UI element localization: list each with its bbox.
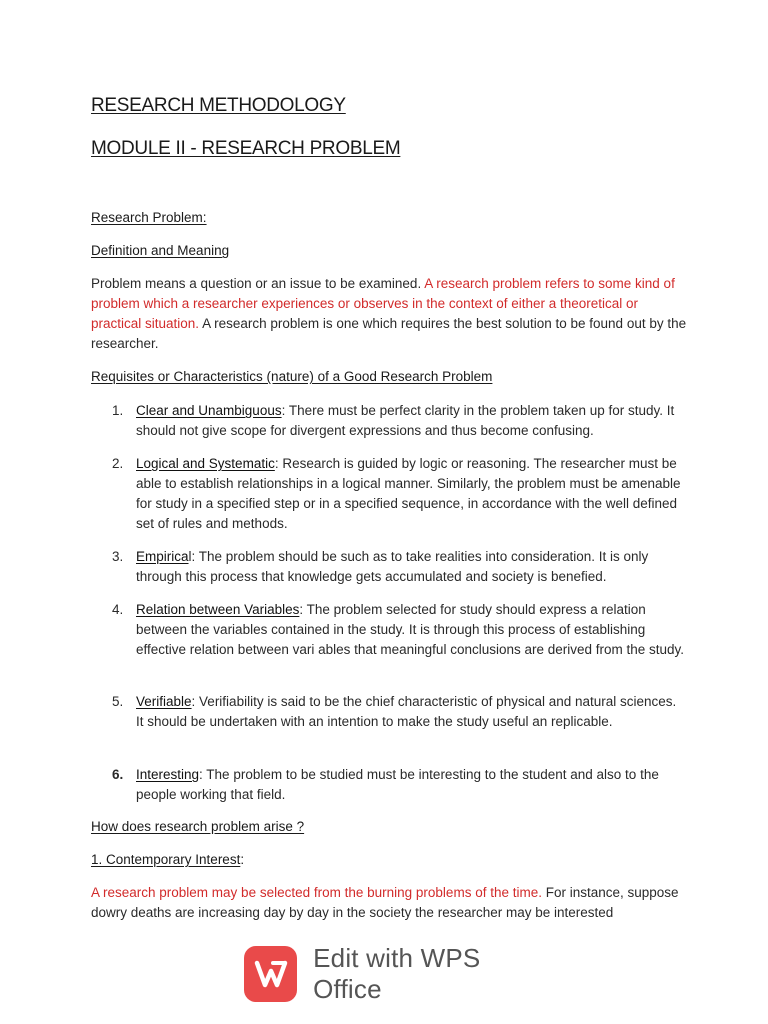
list-item-number: 2. — [112, 456, 124, 471]
definition-highlight: A research problem refers to some kind of problem which a researcher experiences or observes in the context of either a theoretical or practical situation. — [91, 276, 675, 331]
list-item-term: Clear and Unambiguous — [136, 403, 282, 418]
list-item-text: : The problem to be studied must be interesting to the student and also to the people working that field. — [136, 767, 659, 802]
wps-logo-icon — [244, 946, 297, 1002]
contemporary-interest-heading — [91, 852, 244, 867]
wps-watermark[interactable] — [244, 944, 544, 1004]
definition-paragraph — [91, 274, 691, 354]
contemporary-interest-paragraph — [91, 883, 691, 923]
list-item-term: Interesting — [136, 767, 200, 782]
arise-heading: How does research problem arise ? — [91, 819, 305, 834]
list-item-term: Logical and Systematic — [136, 456, 275, 471]
list-item-number: 5. — [112, 694, 124, 709]
definition-intro: Problem means a question or an issue to be examined. — [91, 276, 425, 291]
module-title: MODULE II - RESEARCH PROBLEM — [91, 138, 401, 159]
list-item-number: 4. — [112, 602, 124, 617]
list-item-text: : Research is guided by logic or reasoning. The researcher must be able to establish relationships in a logical manner. Similarly, the problem must be amenable for study in a specified step or in a specified sequence, in accordance with the well defined set of rules and methods. — [136, 456, 681, 531]
document-title: RESEARCH METHODOLOGY — [91, 95, 346, 116]
list-item-text: l: The problem should be such as to take realities into consideration. It is only through this process that knowledge gets accumulated and society is benefied. — [136, 549, 649, 584]
wps-label: Edit with WPS Office — [313, 943, 481, 1004]
contemporary-interest-colon: : — [240, 852, 245, 867]
list-item-number: 6. — [112, 767, 124, 782]
list-item-term: Relation between Variables — [136, 602, 300, 617]
list-item-number: 1. — [112, 403, 124, 418]
list-item-text: : There must be perfect clarity in the problem taken up for study. It should not give scope for divergent expressions and thus become confusing. — [136, 403, 675, 438]
contemporary-interest-label: 1. Contemporary Interest — [91, 852, 241, 867]
definition-rest: A research problem is one which requires the best solution to be found out by the researcher. — [91, 316, 687, 351]
list-item-term: Verifiable — [136, 694, 192, 709]
list-item-text: : Verifiability is said to be the chief characteristic of physical and natural sciences. It should be undertaken with an intention to make the study useful an replicable. — [136, 694, 677, 729]
contemporary-rest: For instance, suppose dowry deaths are increasing day by day in the society the researcher may be interested — [91, 885, 679, 920]
research-problem-heading: Research Problem: — [91, 210, 207, 225]
list-item-number: 3. — [112, 549, 124, 564]
list-item-text: : The problem selected for study should express a relation between the variables contained in the study. It is through this process of establishing effective relation between vari ables that meaningful conclusions are derived from the study. — [136, 602, 685, 657]
definition-heading: Definition and Meaning — [91, 243, 230, 258]
requisites-heading: Requisites or Characteristics (nature) of a Good Research Problem — [91, 369, 493, 384]
list-item-term: Empirica — [136, 549, 189, 564]
contemporary-highlight: A research problem may be selected from the burning problems of the time. — [91, 885, 542, 900]
